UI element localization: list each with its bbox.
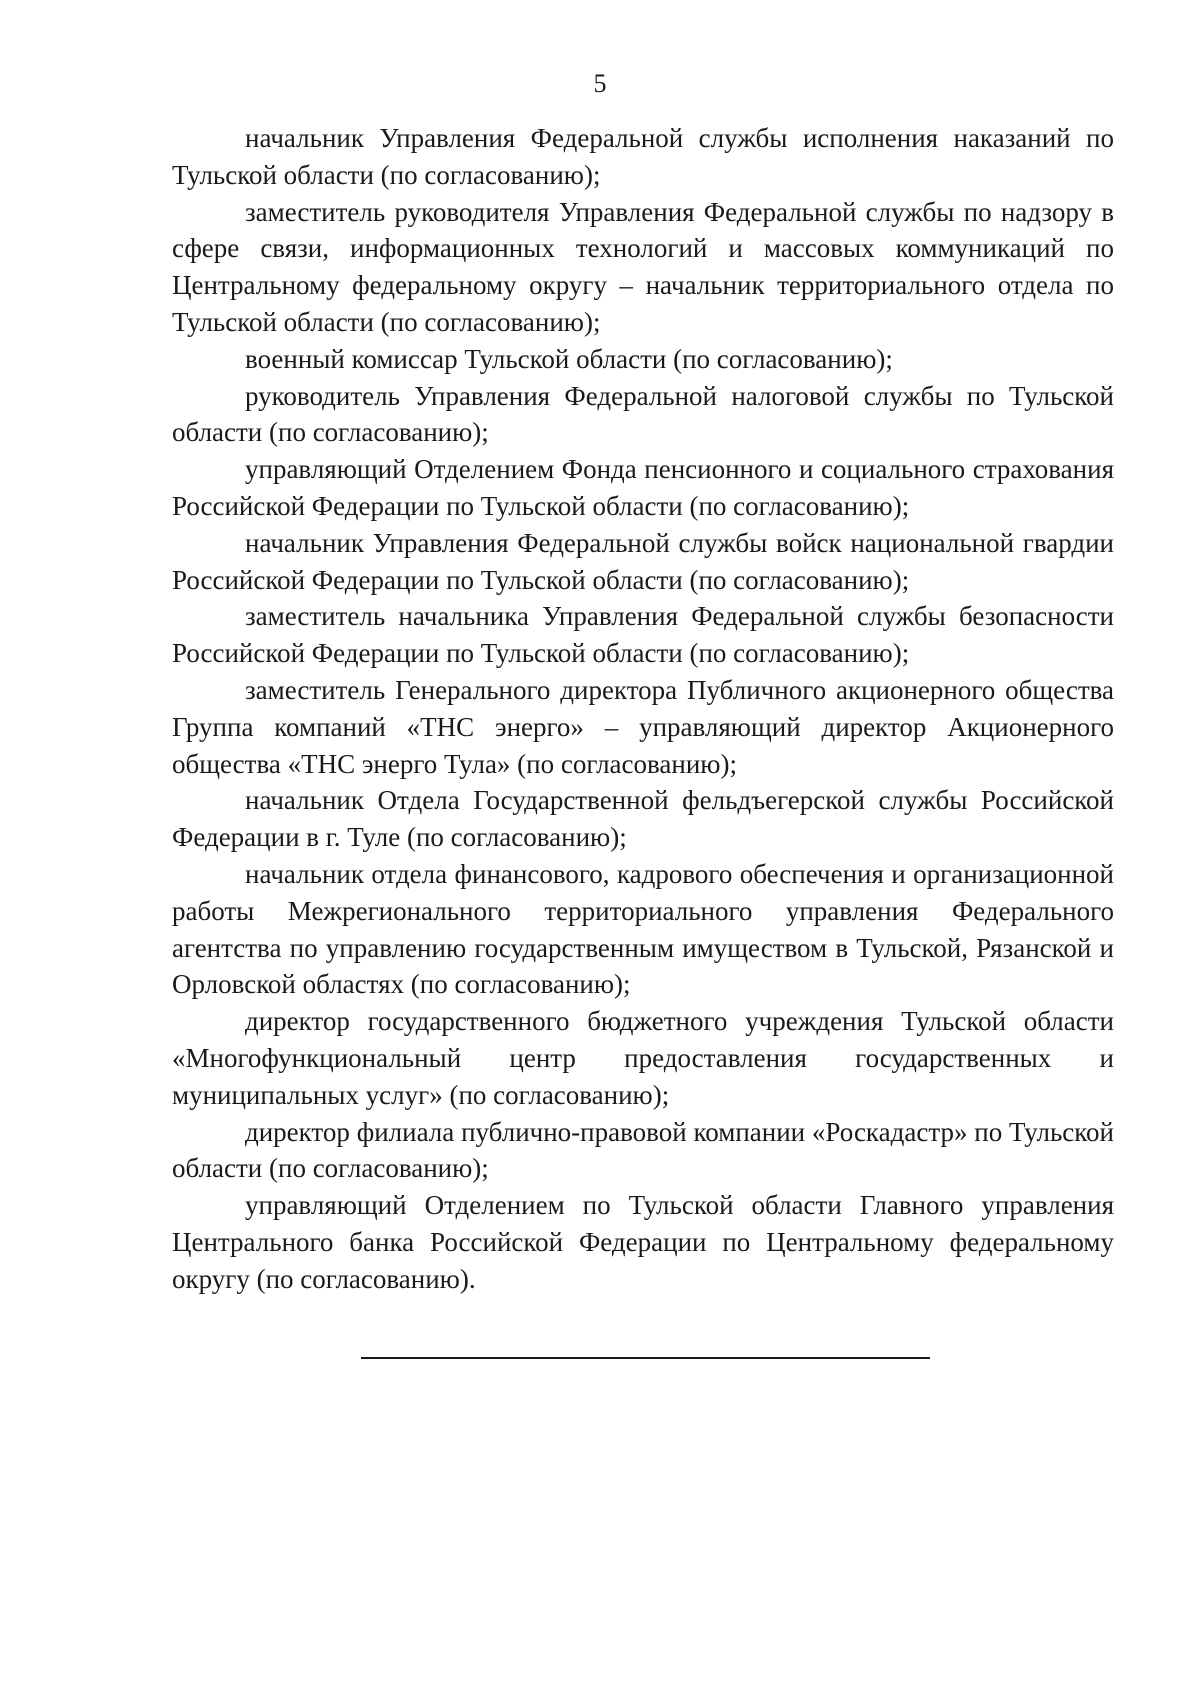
list-item: заместитель руководителя Управления Федеральной службы по надзору в сфере связи, информационных технологий и массовых коммуникаций по Центральному федеральному округу – начальник территориального отдела по Тульской области (по согласованию); <box>172 196 1114 337</box>
list-item: директор государственного бюджетного учреждения Тульской области «Многофункциональный центр предоставления государственных и муниципальных услуг» (по согласованию); <box>172 1006 1114 1110</box>
list-item: военный комиссар Тульской области (по согласованию); <box>245 343 893 374</box>
list-item: управляющий Отделением по Тульской области Главного управления Центрального банка Российской Федерации по Центральному федеральному округу (по согласованию). <box>172 1190 1114 1294</box>
list-item: начальник отдела финансового, кадрового обеспечения и организационной работы Межрегионального территориального управления Федерального агентства по управлению государственным имуществом в Тульской, Рязанской и Орловской областях (по согласованию); <box>172 858 1114 1000</box>
list-item: руководитель Управления Федеральной налоговой службы по Тульской области (по согласованию); <box>172 380 1114 448</box>
list-item: начальник Управления Федеральной службы войск национальной гвардии Российской Федерации по Тульской области (по согласованию); <box>172 527 1114 595</box>
closing-divider <box>361 1357 930 1359</box>
list-item: начальник Управления Федеральной службы исполнения наказаний по Тульской области (по согласованию); <box>172 123 1114 190</box>
member-list <box>172 120 1114 1298</box>
list-item: заместитель начальника Управления Федеральной службы безопасности Российской Федерации по Тульской области (по согласованию); <box>172 601 1114 669</box>
list-item: управляющий Отделением Фонда пенсионного и социального страхования Российской Федерации по Тульской области (по согласованию); <box>172 454 1114 521</box>
list-item: директор филиала публично-правовой компании «Роскадастр» по Тульской области (по согласованию); <box>172 1116 1114 1184</box>
list-item: начальник Отдела Государственной фельдъегерской службы Российской Федерации в г. Туле (по согласованию); <box>172 785 1114 853</box>
list-item: заместитель Генерального директора Публичного акционерного общества Группа компаний «ТНС энерго» – управляющий директор Акционерного общества «ТНС энерго Тула» (по согласованию); <box>172 674 1114 779</box>
page-number: 5 <box>593 69 607 98</box>
